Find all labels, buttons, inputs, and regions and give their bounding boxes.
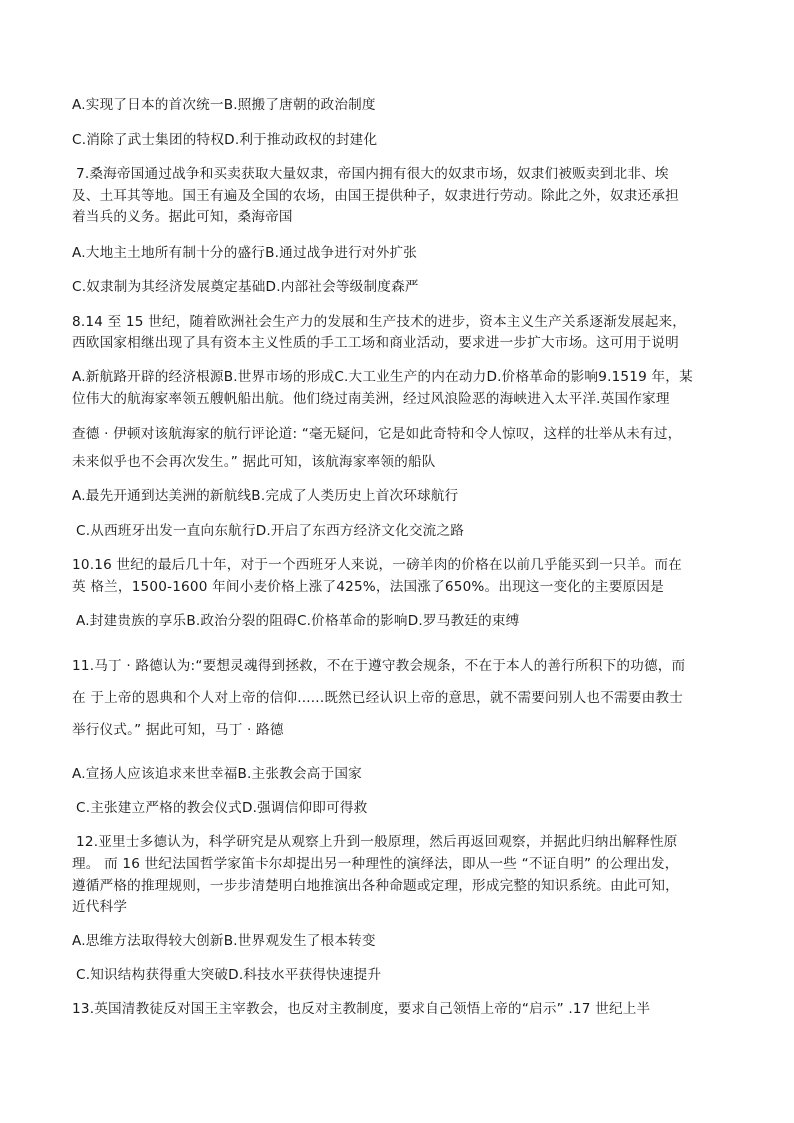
q11-stem-line-2: 在 于上帝的恩典和个人对上帝的信仰......既然已经认识上帝的意思，就不需要问别人也不需要由教士 bbox=[72, 690, 683, 706]
q7-stem-line-2: 及、土耳其等地。国王有遍及全国的农场，由国王提供种子，奴隶进行劳动。除此之外，奴隶还承担 bbox=[72, 188, 679, 204]
q12-options-cd: C.知识结构获得重大突破D.科技水平获得快速提升 bbox=[76, 967, 382, 983]
q7-options-ab: A.大地主土地所有制十分的盛行B.通过战争进行对外扩张 bbox=[72, 245, 418, 261]
q13-stem-line-1: 13.英国清教徒反对国王主宰教会，也反对主教制度，要求自己领悟上帝的“启示” .17 世纪上半 bbox=[72, 1001, 651, 1017]
q12-stem-line-1: 12.亚里士多德认为，科学研究是从观察上升到一般原理，然后再返回观察，并据此归纳出解释性原 bbox=[76, 834, 678, 850]
q9-stem-line-3: 未来似乎也不会再次发生。” 据此可知，该航海家率领的船队 bbox=[72, 454, 436, 470]
q11-options-cd: C.主张建立严格的教会仪式D.强调信仰即可得救 bbox=[76, 800, 368, 816]
q12-options-ab: A.思维方法取得较大创新B.世界观发生了根本转变 bbox=[72, 933, 376, 949]
q7-options-cd: C.奴隶制为其经济发展奠定基础D.内部社会等级制度森严 bbox=[72, 279, 419, 295]
q12-stem-line-3: 遵循严格的推理规则，一步步清楚明白地推演出各种命题或定理，形成完整的知识系统。由此可知， bbox=[72, 878, 679, 894]
q8-stem-line-1: 8.14 至 15 世纪，随着欧洲社会生产力的发展和生产技术的进步，资本主义生产关系逐渐发展起来， bbox=[72, 314, 687, 330]
q7-stem-line-1: 7.桑海帝国通过战争和买卖获取大量奴隶，帝国内拥有很大的奴隶市场，奴隶们被贩卖到北非、埃 bbox=[76, 166, 669, 182]
q12-stem-line-2: 理。 而 16 世纪法国哲学家笛卡尔却提出另一种理性的演绎法，即从一些 “不证自明” 的公理出发， bbox=[72, 856, 679, 872]
q11-stem-line-1: 11.马丁 · 路德认为:“要想灵魂得到拯救，不在于遵守教会规条，不在于本人的善行所积下的功德，而 bbox=[72, 658, 686, 674]
q12-stem-line-4: 近代科学 bbox=[72, 899, 128, 915]
q6-options-ab: A.实现了日本的首次统一B.照搬了唐朝的政治制度 bbox=[72, 97, 376, 113]
q9-options-cd: C.从西班牙出发一直向东航行D.开启了东西方经济文化交流之路 bbox=[76, 523, 465, 539]
q8-options: A.新航路开辟的经济根源B.世界市场的形成C.大工业生产的内在动力D.价格革命的影响9.1519 年，某 bbox=[72, 369, 693, 385]
q9-stem-line-2: 查德 · 伊顿对该航海家的航行评论道: “毫无疑问，它是如此奇特和令人惊叹，这样的壮举从未有过， bbox=[72, 426, 682, 442]
q8-stem-line-2: 西欧国家相继出现了具有资本主义性质的手工工场和商业活动，要求进一步扩大市场。这可用于说明 bbox=[72, 335, 679, 351]
q11-options-ab: A.宣扬人应该追求来世幸福B.主张教会高于国家 bbox=[72, 766, 362, 782]
q11-stem-line-3: 举行仪式。” 据此可知，马丁 · 路德 bbox=[72, 722, 284, 738]
q9-stem-line-1: 位伟大的航海家率领五艘帆船出航。他们绕过南美洲，经过风浪险恶的海峡进入太平洋.英国作家理 bbox=[72, 391, 670, 407]
q10-stem-line-2: 英 格兰，1500-1600 年间小麦价格上涨了425%，法国涨了650%。出现这一变化的主要原因是 bbox=[72, 579, 664, 595]
q6-options-cd: C.消除了武士集团的特权D.利于推动政权的封建化 bbox=[72, 132, 378, 148]
q9-options-ab: A.最先开通到达美洲的新航线B.完成了人类历史上首次环球航行 bbox=[72, 488, 459, 504]
q10-options: A.封建贵族的享乐B.政治分裂的阻碍C.价格革命的影响D.罗马教廷的束缚 bbox=[76, 613, 520, 629]
q10-stem-line-1: 10.16 世纪的最后几十年，对于一个西班牙人来说，一磅羊肉的价格在以前几乎能买到一只羊。而在 bbox=[72, 557, 682, 573]
q7-stem-line-3: 着当兵的义务。据此可知，桑海帝国 bbox=[72, 209, 293, 225]
